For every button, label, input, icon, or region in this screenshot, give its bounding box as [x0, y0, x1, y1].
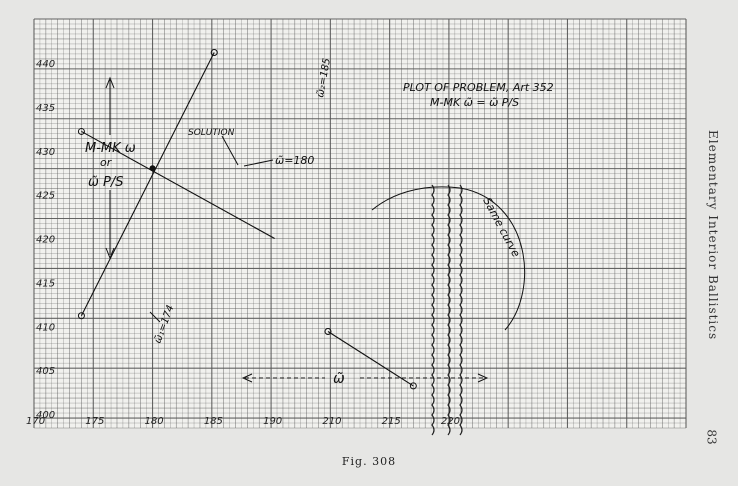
- xlabel-omega: ω̃: [333, 371, 345, 387]
- y-tick-label: 425: [36, 190, 56, 202]
- solution-point: [150, 165, 156, 171]
- figure-caption: Fig. 308: [341, 455, 397, 468]
- plot-title-line2: M-MK ω̃ = ω̃ P/S: [430, 96, 520, 109]
- x-tick-label: 175: [85, 416, 105, 427]
- running-title: Elementary Interior Ballistics: [706, 130, 720, 341]
- omega-174-label: ω̃₁=174: [152, 303, 177, 346]
- y-tick-label: 400: [36, 410, 56, 421]
- page-number: 83: [704, 429, 719, 445]
- x-tick-label: 215: [381, 416, 401, 427]
- same-curve-label: Same curve: [480, 195, 523, 260]
- y-tick-label: 405: [36, 366, 56, 378]
- y-tick-label: 430: [36, 146, 56, 158]
- x-tick-label: 170: [26, 416, 46, 427]
- x-tick-label: 190: [263, 416, 283, 427]
- y-tick-label: 420: [36, 234, 56, 246]
- plot-title-line1: PLOT OF PROBLEM, Art 352: [403, 81, 554, 94]
- omega-180-label: ω̃=180: [275, 154, 315, 167]
- x-tick-label: 185: [203, 416, 223, 427]
- solution-label: SOLUTION: [188, 128, 235, 138]
- x-tick-label: 180: [144, 416, 164, 427]
- ylabel-line2: ω̃ P/S: [88, 175, 124, 190]
- x-tick-label: 220: [440, 416, 461, 427]
- y-tick-label: 440: [36, 59, 56, 70]
- y-tick-label: 415: [36, 278, 56, 290]
- ylabel-or: or: [100, 156, 112, 169]
- ylabel-line1: M-MK ω: [85, 141, 136, 156]
- graph-paper-grid: [34, 19, 686, 428]
- x-tick-label: 210: [322, 416, 342, 427]
- omega-185-label: ω̃₂=185: [315, 57, 333, 99]
- y-tick-label: 410: [36, 322, 56, 334]
- y-tick-label: 435: [36, 102, 56, 114]
